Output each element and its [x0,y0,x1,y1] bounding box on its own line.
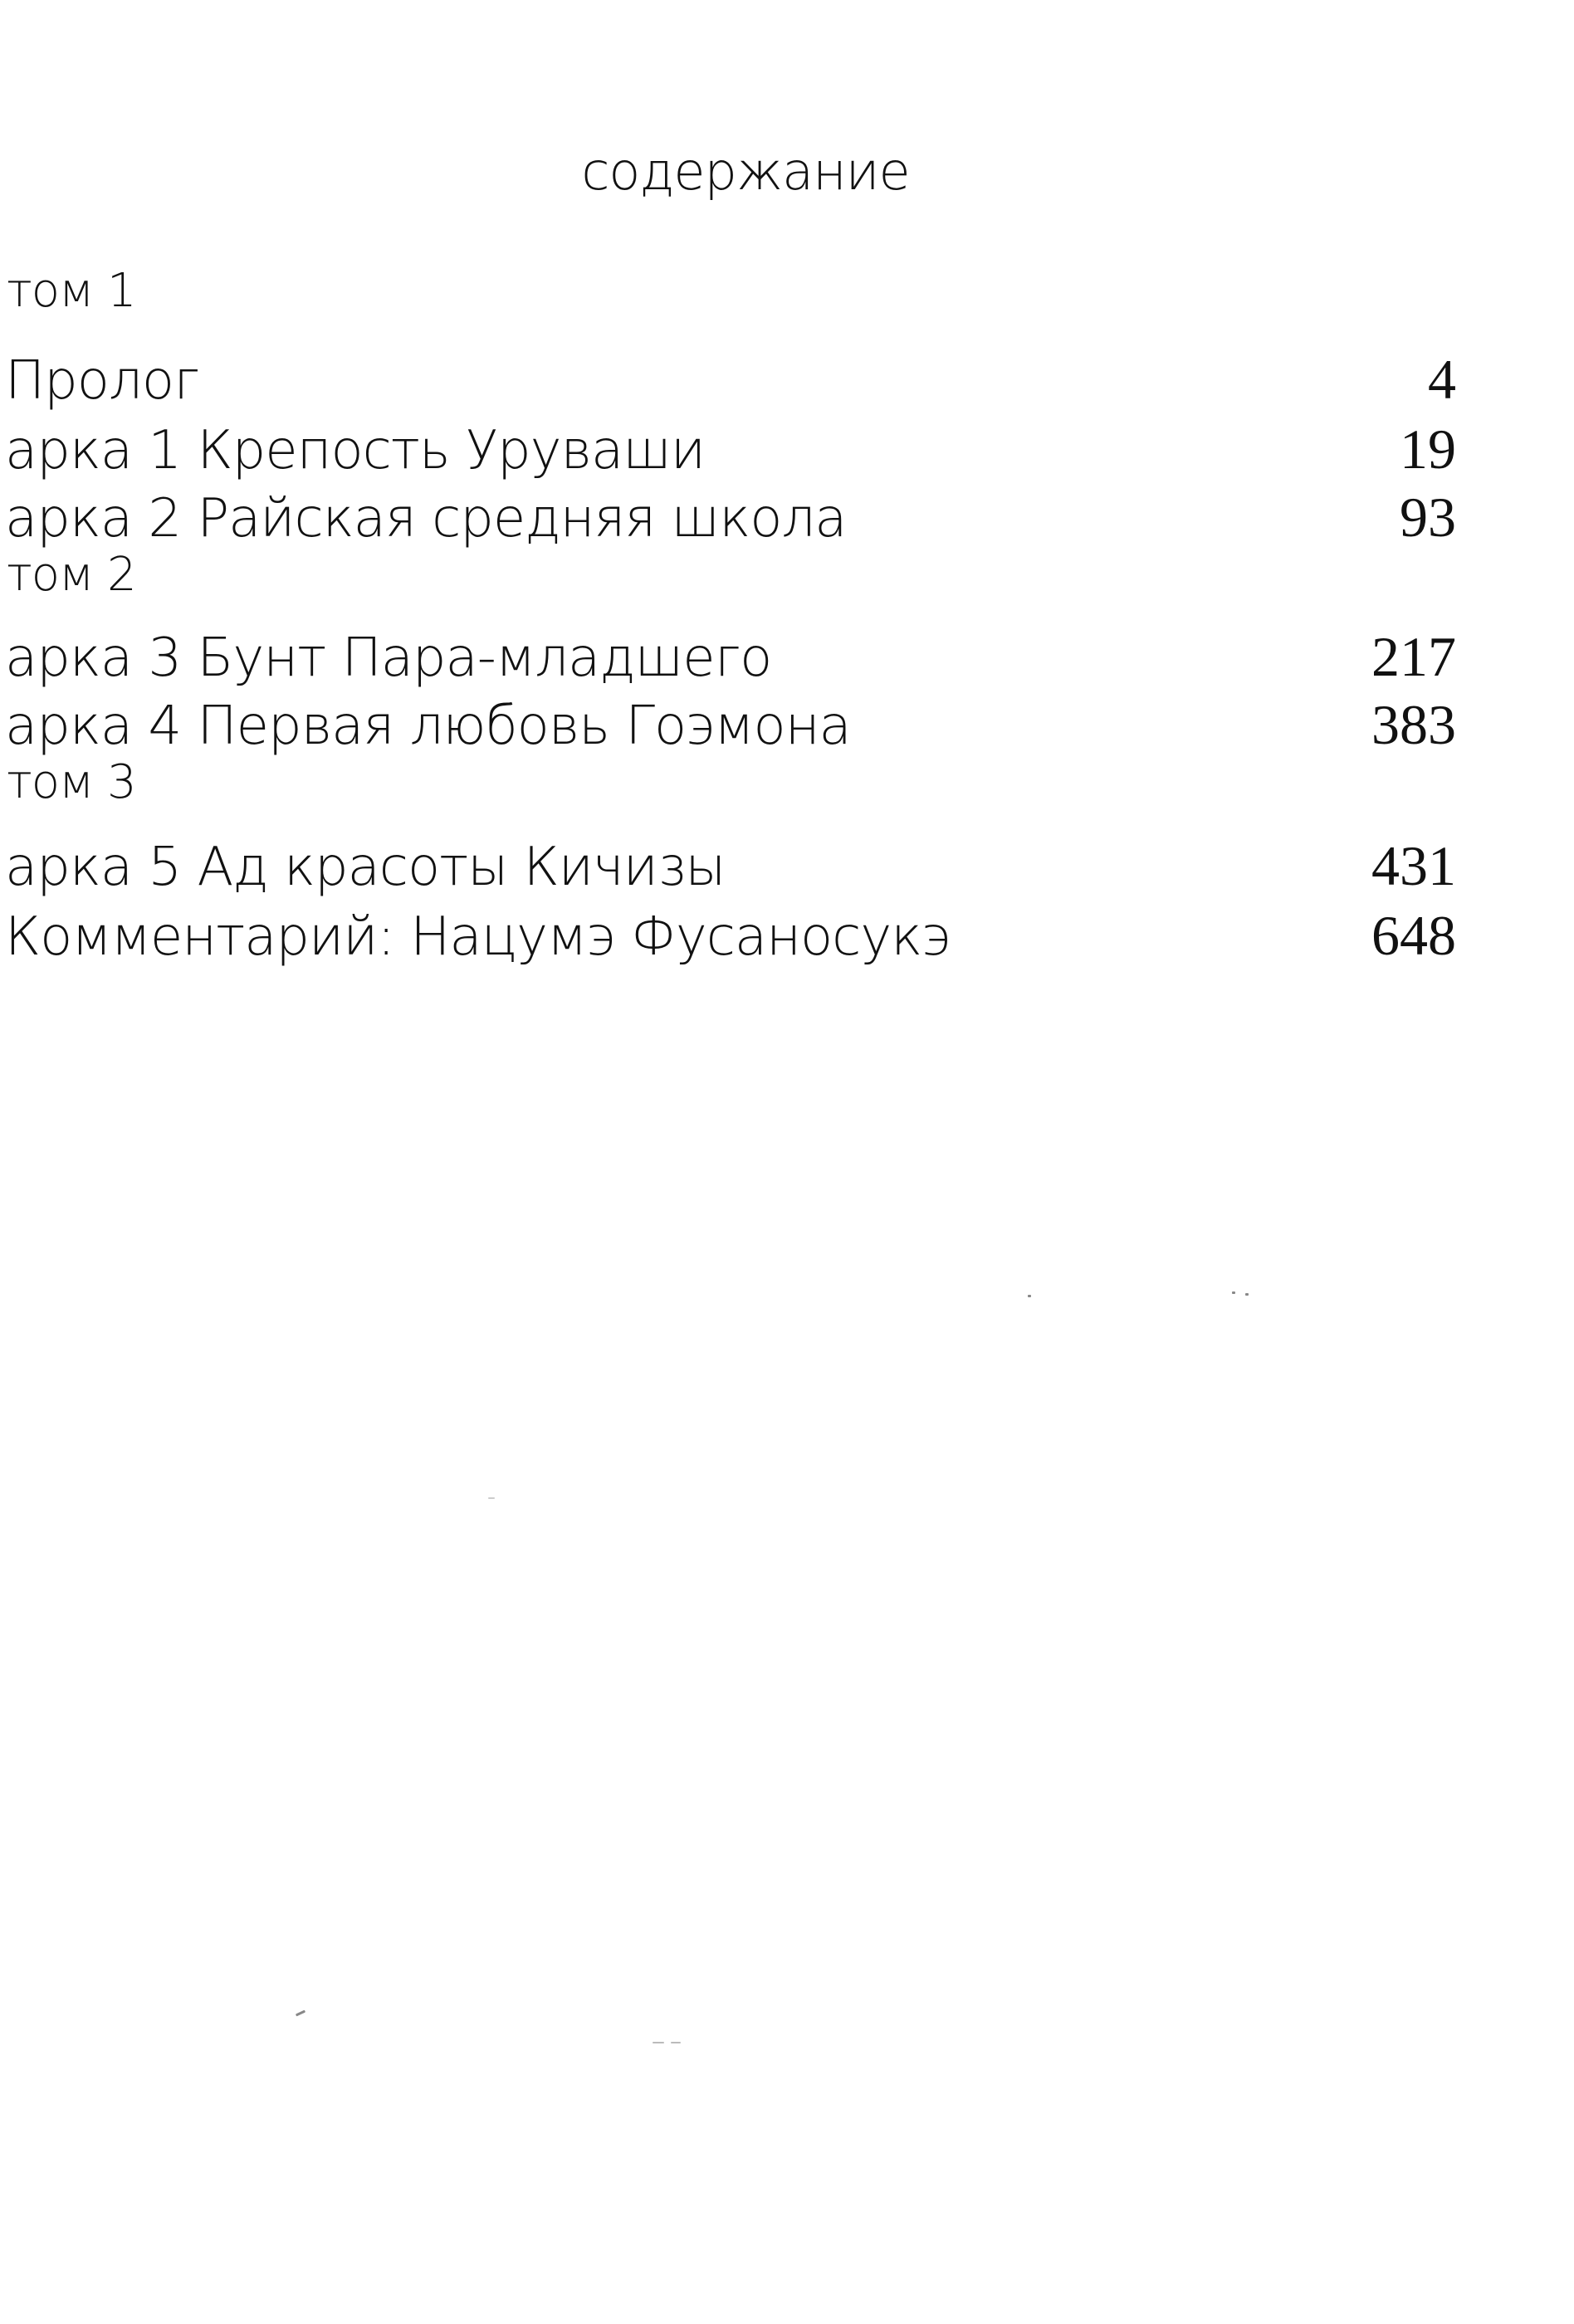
volume-heading: том 3 [7,755,136,809]
toc-entry [5,347,1456,417]
toc-entry-title: арка 4 Первая любовь Гоэмона [5,696,851,757]
volume-heading: том 1 [7,264,136,318]
toc-entry-page-number: 4 [1428,348,1456,411]
toc-entry-title: Пролог [5,350,199,412]
toc-entry-title: арка 1 Крепость Уруваши [5,420,705,481]
toc-entry [5,692,1456,762]
scan-speck [671,2042,681,2043]
toc-entry-page-number: 648 [1371,904,1456,967]
toc-entry-page-number: 93 [1400,486,1456,549]
scan-speck [296,2010,306,2017]
toc-entry [5,485,1456,554]
scan-speck [1245,1293,1249,1296]
scan-speck [488,1497,495,1499]
toc-entry-title: арка 2 Райская средняя школа [5,488,847,549]
toc-entry-page-number: 217 [1371,625,1456,688]
toc-entry-page-number: 383 [1371,693,1456,756]
toc-entry-page-number: 19 [1400,417,1456,481]
toc-entry [5,624,1456,694]
toc-entry-title: арка 3 Бунт Пара-младшего [5,627,772,689]
toc-entry [5,417,1456,486]
page-title: содержание [581,141,910,202]
toc-entry [5,833,1456,903]
toc-entry [5,903,1456,973]
volume-heading: том 2 [7,548,136,602]
toc-entry-page-number: 431 [1371,834,1456,897]
scan-speck [1028,1295,1031,1297]
toc-entry-title: арка 5 Ад красоты Кичизы [5,837,726,898]
scan-speck [1232,1291,1235,1294]
scan-speck [653,2042,664,2043]
toc-entry-title: Комментарий: Нацумэ Фусаносукэ [5,906,951,968]
